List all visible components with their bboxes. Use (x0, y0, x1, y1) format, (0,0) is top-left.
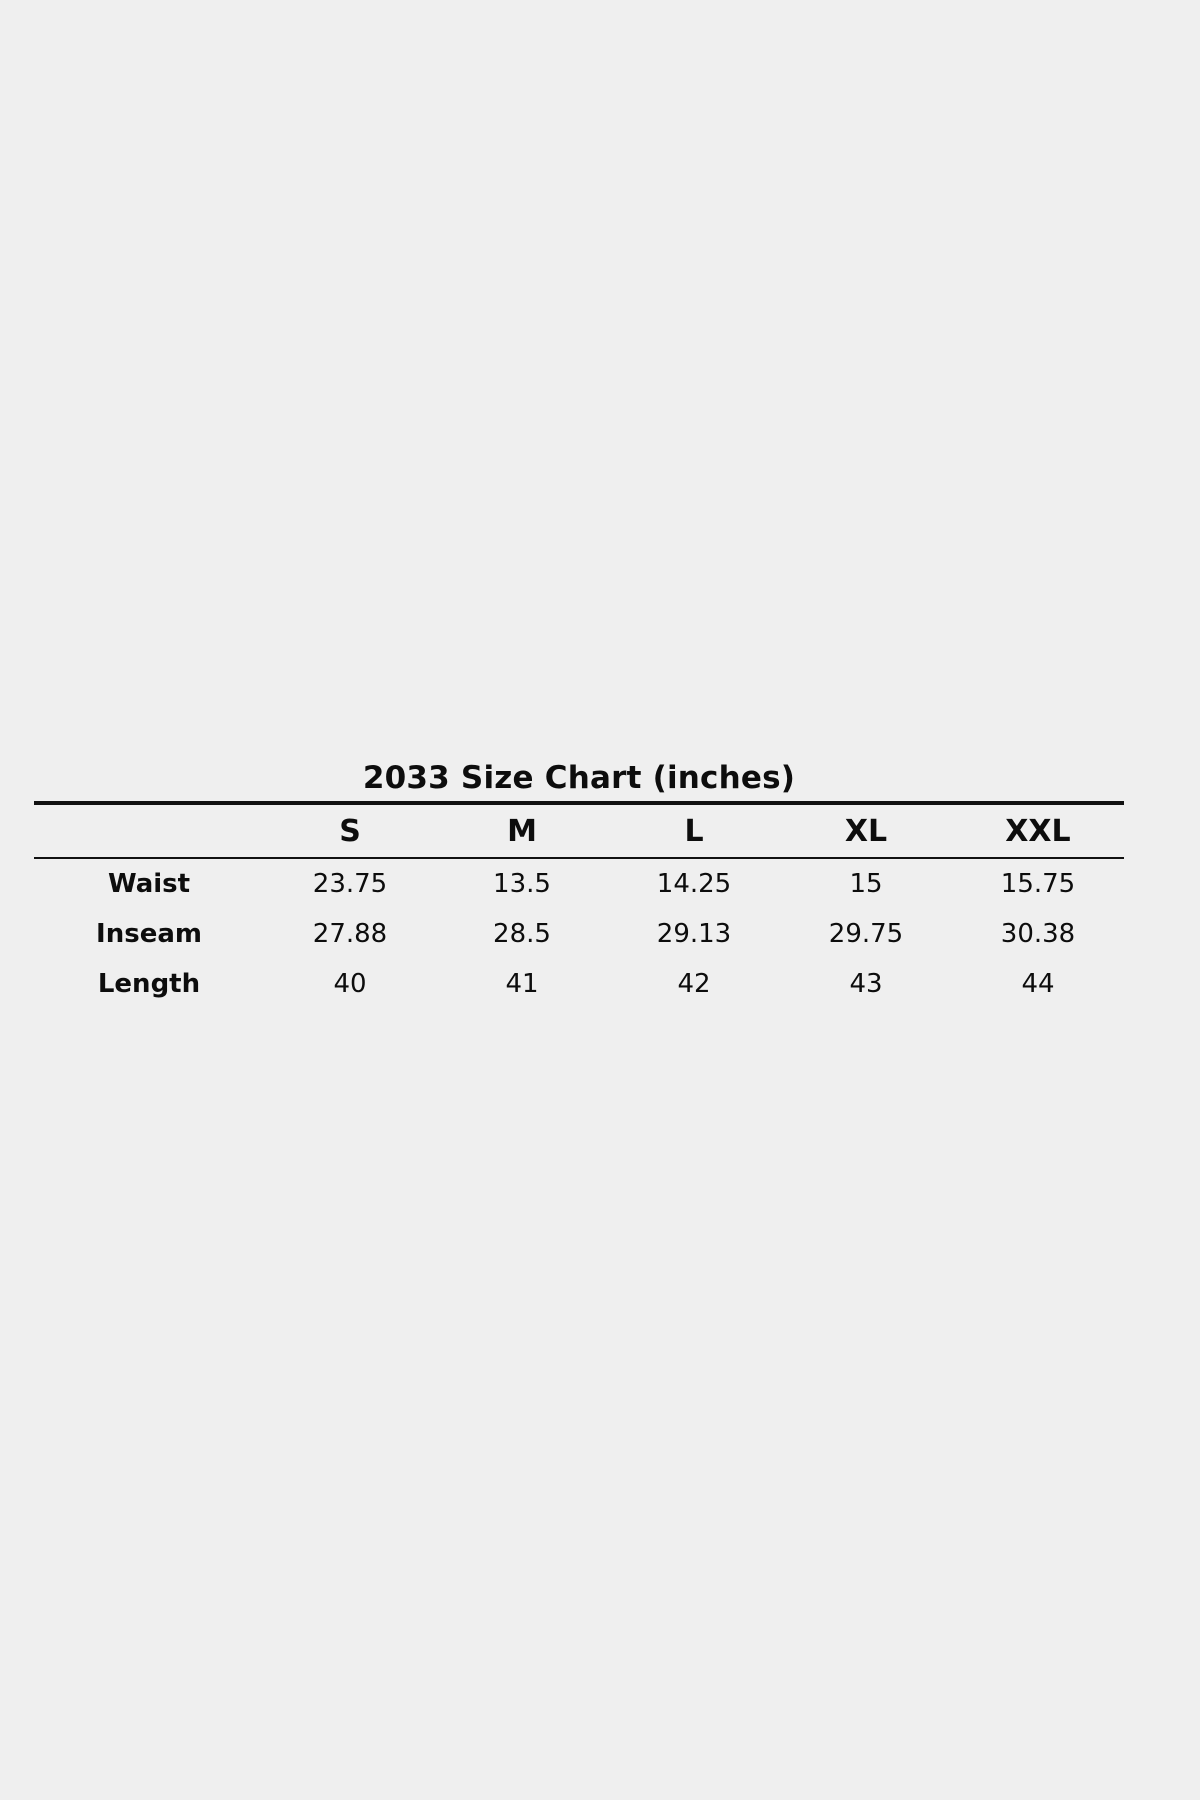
cell-length-m: 41 (505, 969, 539, 999)
cell-length-xxl: 44 (1021, 969, 1055, 999)
column-header-xl: XL (844, 813, 888, 849)
cell-inseam-s: 27.88 (312, 919, 388, 949)
cell-waist-l: 14.25 (656, 869, 732, 899)
table-header-row (34, 803, 1124, 858)
cell-inseam-xl: 29.75 (828, 919, 904, 949)
size-chart-container (34, 760, 1124, 1009)
size-chart-table (34, 801, 1124, 1009)
cell-length-l: 42 (677, 969, 711, 999)
cell-waist-xxl: 15.75 (1000, 869, 1076, 899)
cell-inseam-xxl: 30.38 (1000, 919, 1076, 949)
cell-inseam-m: 28.5 (493, 919, 551, 949)
cell-inseam-l: 29.13 (656, 919, 732, 949)
column-header-m: M (507, 813, 537, 849)
column-header-l: L (684, 813, 704, 849)
cell-length-xl: 43 (849, 969, 883, 999)
table-header (34, 803, 1124, 858)
row-label-inseam: Inseam (96, 919, 202, 949)
table-corner-cell (34, 803, 264, 858)
chart-title: 2033 Size Chart (inches) (362, 760, 796, 796)
cell-length-s: 40 (333, 969, 367, 999)
table-row (34, 909, 1124, 959)
cell-waist-xl: 15 (849, 869, 883, 899)
table-body (34, 858, 1124, 1009)
cell-waist-m: 13.5 (493, 869, 551, 899)
column-header-xxl: XXL (1005, 813, 1071, 849)
cell-waist-s: 23.75 (312, 869, 388, 899)
row-label-length: Length (97, 969, 201, 999)
row-label-waist: Waist (107, 869, 191, 899)
table-row (34, 858, 1124, 909)
table-row (34, 959, 1124, 1009)
column-header-s: S (339, 813, 361, 849)
